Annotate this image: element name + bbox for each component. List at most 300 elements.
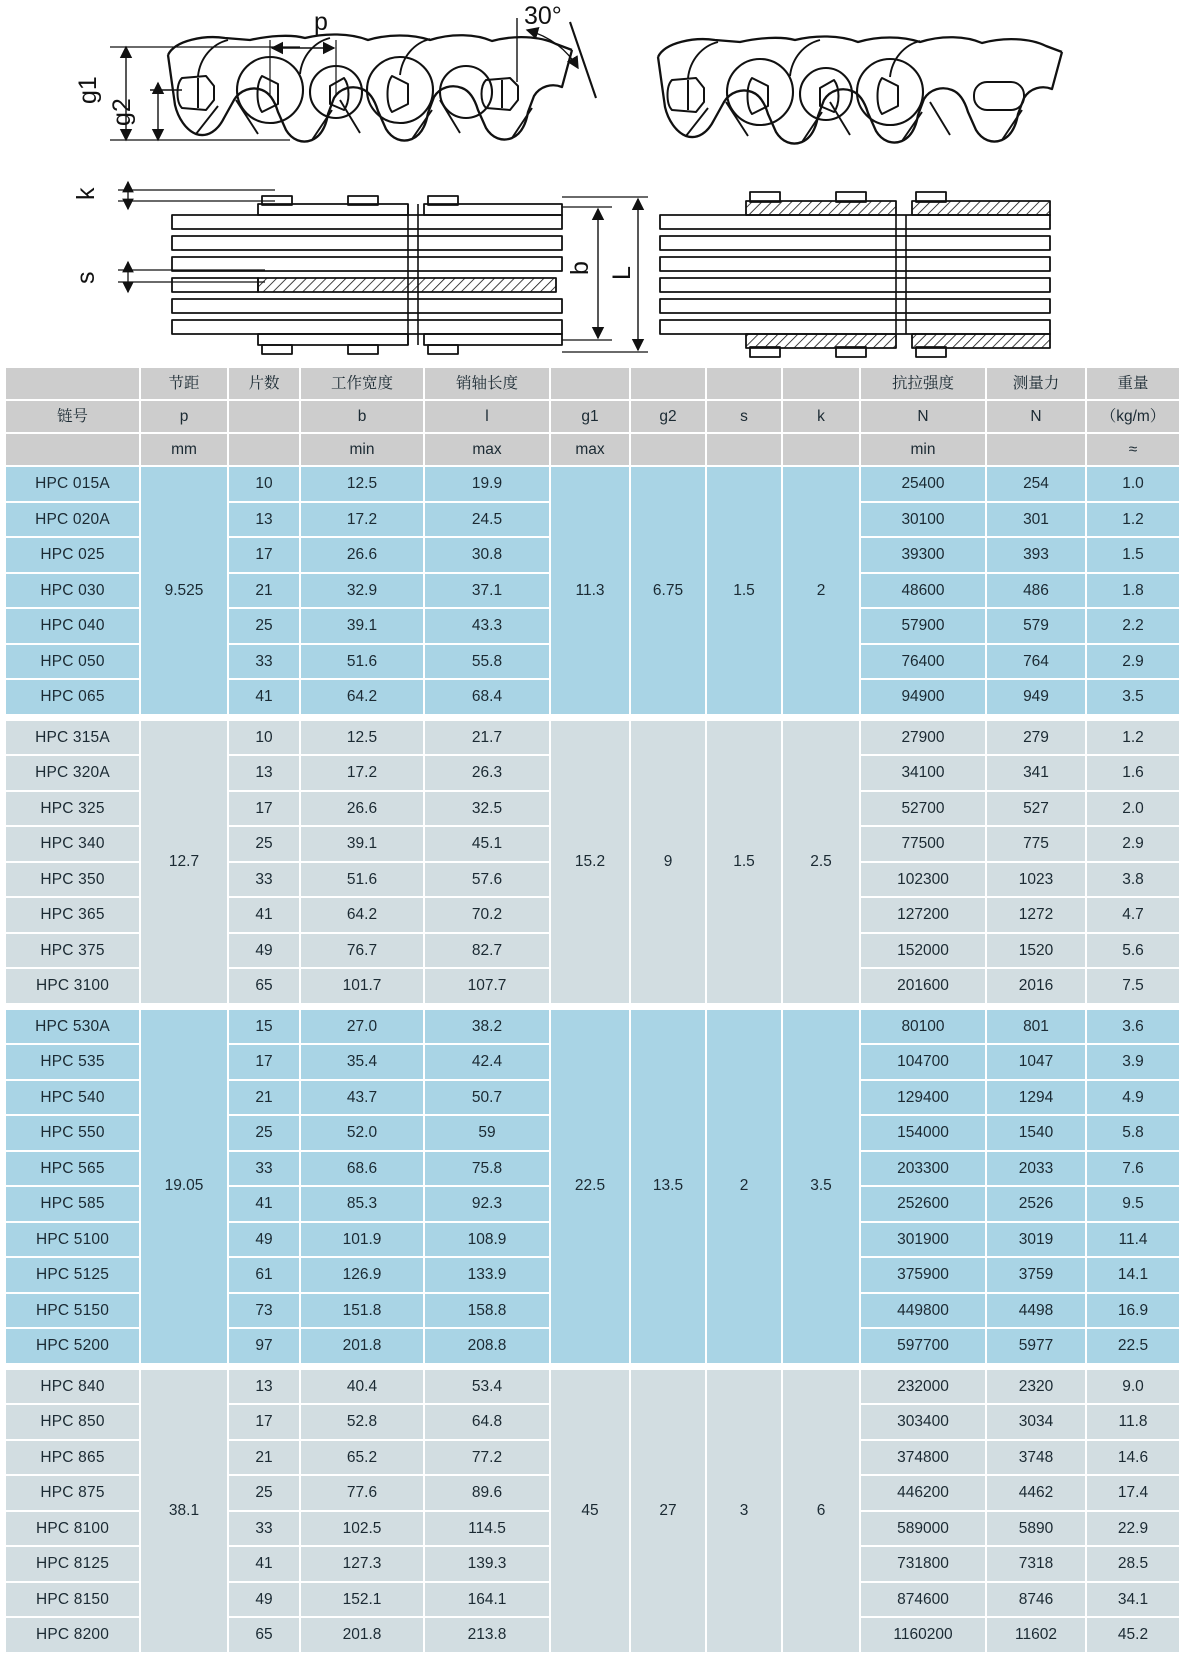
cell-weight: 4.9 [1087, 1081, 1179, 1115]
cell-N: 374800 [861, 1441, 985, 1475]
cell-b: 26.6 [301, 792, 423, 826]
cell-b: 76.7 [301, 934, 423, 968]
cell-N: 152000 [861, 934, 985, 968]
cell-force: 5890 [987, 1512, 1085, 1546]
cell-weight: 2.9 [1087, 827, 1179, 861]
cell-s-shared: 1.5 [707, 467, 781, 714]
cell-N: 30100 [861, 503, 985, 537]
hdr-working-width-cn: 工作宽度 [301, 368, 423, 399]
cell-pieces: 17 [229, 1405, 299, 1439]
cell-force: 8746 [987, 1583, 1085, 1617]
cell-b: 17.2 [301, 756, 423, 790]
cell-weight: 1.8 [1087, 574, 1179, 608]
cell-l: 43.3 [425, 609, 549, 643]
cell-name: HPC 015A [6, 467, 139, 501]
cell-weight: 1.6 [1087, 756, 1179, 790]
cell-weight: 3.9 [1087, 1045, 1179, 1079]
cell-N: 232000 [861, 1370, 985, 1404]
cell-name: HPC 5200 [6, 1329, 139, 1363]
cell-b: 101.9 [301, 1223, 423, 1257]
cell-g2-shared: 27 [631, 1370, 705, 1652]
hdr-unit-mm: mm [141, 434, 227, 465]
hdr-unit-blank-k [783, 434, 859, 465]
hdr-unit-blank-force [987, 434, 1085, 465]
cell-b: 51.6 [301, 863, 423, 897]
cell-b: 26.6 [301, 538, 423, 572]
cell-weight: 16.9 [1087, 1294, 1179, 1328]
chain-side-view-right [658, 36, 1062, 143]
hdr-unit-blank-s [707, 434, 781, 465]
cell-name: HPC 020A [6, 503, 139, 537]
cell-N: 76400 [861, 645, 985, 679]
hdr-sym-g1: g1 [551, 401, 629, 432]
cell-weight: 5.8 [1087, 1116, 1179, 1150]
cell-b: 85.3 [301, 1187, 423, 1221]
cell-l: 158.8 [425, 1294, 549, 1328]
cell-N: 52700 [861, 792, 985, 826]
cell-l: 64.8 [425, 1405, 549, 1439]
cell-l: 19.9 [425, 467, 549, 501]
cell-force: 393 [987, 538, 1085, 572]
cell-force: 5977 [987, 1329, 1085, 1363]
cell-N: 446200 [861, 1476, 985, 1510]
cell-weight: 2.0 [1087, 792, 1179, 826]
chain-side-view-left [110, 18, 596, 142]
cell-s-shared: 1.5 [707, 721, 781, 1003]
cell-weight: 9.5 [1087, 1187, 1179, 1221]
cell-pieces: 15 [229, 1010, 299, 1044]
cell-name: HPC 530A [6, 1010, 139, 1044]
chain-diagrams-svg [0, 0, 1183, 362]
cell-l: 21.7 [425, 721, 549, 755]
cell-l: 42.4 [425, 1045, 549, 1079]
cell-name: HPC 8150 [6, 1583, 139, 1617]
hdr-unit-blank-pieces [229, 434, 299, 465]
cell-l: 89.6 [425, 1476, 549, 1510]
cell-l: 208.8 [425, 1329, 549, 1363]
cell-N: 77500 [861, 827, 985, 861]
hdr-unit-blank-g2 [631, 434, 705, 465]
cell-name: HPC 320A [6, 756, 139, 790]
cell-b: 127.3 [301, 1547, 423, 1581]
cell-g1-shared: 45 [551, 1370, 629, 1652]
hdr-sym-k: k [783, 401, 859, 432]
cell-weight: 11.4 [1087, 1223, 1179, 1257]
cell-N: 449800 [861, 1294, 985, 1328]
cell-weight: 28.5 [1087, 1547, 1179, 1581]
hdr-pitch-cn: 节距 [141, 368, 227, 399]
cell-pieces: 10 [229, 721, 299, 755]
cell-force: 1540 [987, 1116, 1085, 1150]
cell-name: HPC 5150 [6, 1294, 139, 1328]
cell-N: 25400 [861, 467, 985, 501]
cell-pieces: 21 [229, 574, 299, 608]
cell-b: 151.8 [301, 1294, 423, 1328]
cell-N: 102300 [861, 863, 985, 897]
cell-b: 52.8 [301, 1405, 423, 1439]
hdr-blank-k [783, 368, 859, 399]
cell-N: 80100 [861, 1010, 985, 1044]
cell-N: 201600 [861, 969, 985, 1003]
cell-weight: 14.1 [1087, 1258, 1179, 1292]
cell-pieces: 25 [229, 827, 299, 861]
cell-b: 52.0 [301, 1116, 423, 1150]
cell-l: 108.9 [425, 1223, 549, 1257]
cell-pieces: 25 [229, 1116, 299, 1150]
cell-l: 45.1 [425, 827, 549, 861]
cell-weight: 1.5 [1087, 538, 1179, 572]
hdr-pin-length-cn: 销轴长度 [425, 368, 549, 399]
cell-b: 65.2 [301, 1441, 423, 1475]
cell-force: 3748 [987, 1441, 1085, 1475]
cell-pieces: 41 [229, 898, 299, 932]
cell-force: 527 [987, 792, 1085, 826]
cell-pieces: 49 [229, 934, 299, 968]
cell-weight: 5.6 [1087, 934, 1179, 968]
cell-k-shared: 2 [783, 467, 859, 714]
cell-b: 12.5 [301, 467, 423, 501]
cell-s-shared: 2 [707, 1010, 781, 1363]
cell-l: 53.4 [425, 1370, 549, 1404]
cell-force: 7318 [987, 1547, 1085, 1581]
cell-weight: 34.1 [1087, 1583, 1179, 1617]
cell-k-shared: 3.5 [783, 1010, 859, 1363]
cell-name: HPC 050 [6, 645, 139, 679]
cell-b: 152.1 [301, 1583, 423, 1617]
cell-p-shared: 38.1 [141, 1370, 227, 1652]
cell-b: 77.6 [301, 1476, 423, 1510]
cell-force: 949 [987, 680, 1085, 714]
cell-b: 51.6 [301, 645, 423, 679]
cell-force: 2320 [987, 1370, 1085, 1404]
cell-p-shared: 9.525 [141, 467, 227, 714]
dim-label-s: s [72, 271, 100, 284]
cell-l: 107.7 [425, 969, 549, 1003]
cell-name: HPC 5125 [6, 1258, 139, 1292]
hdr-sym-n-force: N [987, 401, 1085, 432]
cell-N: 203300 [861, 1152, 985, 1186]
cell-N: 48600 [861, 574, 985, 608]
cell-N: 252600 [861, 1187, 985, 1221]
hdr-blank-g1 [551, 368, 629, 399]
cell-name: HPC 365 [6, 898, 139, 932]
cell-name: HPC 025 [6, 538, 139, 572]
cell-pieces: 41 [229, 1547, 299, 1581]
cell-force: 254 [987, 467, 1085, 501]
cell-pieces: 61 [229, 1258, 299, 1292]
cell-b: 64.2 [301, 898, 423, 932]
cell-name: HPC 540 [6, 1081, 139, 1115]
cell-name: HPC 8200 [6, 1618, 139, 1652]
cell-weight: 7.5 [1087, 969, 1179, 1003]
hdr-unit-g1-max: max [551, 434, 629, 465]
cell-l: 82.7 [425, 934, 549, 968]
cell-force: 1294 [987, 1081, 1085, 1115]
cell-l: 75.8 [425, 1152, 549, 1186]
cell-weight: 2.9 [1087, 645, 1179, 679]
cell-b: 39.1 [301, 827, 423, 861]
cell-weight: 45.2 [1087, 1618, 1179, 1652]
cell-name: HPC 550 [6, 1116, 139, 1150]
cell-weight: 17.4 [1087, 1476, 1179, 1510]
header-row-category [6, 368, 1179, 399]
cell-N: 129400 [861, 1081, 985, 1115]
cell-name: HPC 565 [6, 1152, 139, 1186]
cell-weight: 7.6 [1087, 1152, 1179, 1186]
cell-force: 1520 [987, 934, 1085, 968]
hdr-sym-s: s [707, 401, 781, 432]
group-spacer-cell [6, 716, 1179, 719]
cell-pieces: 25 [229, 609, 299, 643]
group-spacer-cell [6, 1365, 1179, 1368]
cell-force: 4462 [987, 1476, 1085, 1510]
cell-l: 50.7 [425, 1081, 549, 1115]
hdr-unit-b-min: min [301, 434, 423, 465]
cell-name: HPC 535 [6, 1045, 139, 1079]
cell-N: 731800 [861, 1547, 985, 1581]
cell-N: 127200 [861, 898, 985, 932]
cell-b: 126.9 [301, 1258, 423, 1292]
cell-p-shared: 12.7 [141, 721, 227, 1003]
cell-force: 775 [987, 827, 1085, 861]
cell-force: 2033 [987, 1152, 1085, 1186]
cell-l: 77.2 [425, 1441, 549, 1475]
cell-pieces: 21 [229, 1441, 299, 1475]
cell-N: 94900 [861, 680, 985, 714]
cell-b: 201.8 [301, 1618, 423, 1652]
cell-l: 59 [425, 1116, 549, 1150]
cell-weight: 3.6 [1087, 1010, 1179, 1044]
cell-force: 486 [987, 574, 1085, 608]
cell-b: 64.2 [301, 680, 423, 714]
hdr-sym-b: b [301, 401, 423, 432]
cell-pieces: 73 [229, 1294, 299, 1328]
cell-pieces: 97 [229, 1329, 299, 1363]
cell-name: HPC 850 [6, 1405, 139, 1439]
hdr-sym-l: l [425, 401, 549, 432]
cell-force: 1272 [987, 898, 1085, 932]
cell-b: 201.8 [301, 1329, 423, 1363]
group-spacer-cell [6, 1005, 1179, 1008]
cell-name: HPC 8125 [6, 1547, 139, 1581]
cell-b: 68.6 [301, 1152, 423, 1186]
cell-l: 32.5 [425, 792, 549, 826]
chain-specification-table [4, 366, 1181, 1654]
cell-N: 375900 [861, 1258, 985, 1292]
cell-force: 11602 [987, 1618, 1085, 1652]
cell-name: HPC 340 [6, 827, 139, 861]
table-row [6, 1010, 1179, 1044]
group-spacer [6, 1005, 1179, 1008]
cell-g2-shared: 13.5 [631, 1010, 705, 1363]
hdr-unit-l-max: max [425, 434, 549, 465]
cell-N: 301900 [861, 1223, 985, 1257]
cell-weight: 2.2 [1087, 609, 1179, 643]
hdr-blank-s [707, 368, 781, 399]
table-group-group-1 [6, 467, 1179, 714]
cell-pieces: 13 [229, 503, 299, 537]
cell-pieces: 13 [229, 1370, 299, 1404]
cell-g1-shared: 15.2 [551, 721, 629, 1003]
table-group-group-2 [6, 721, 1179, 1003]
cell-pieces: 33 [229, 645, 299, 679]
cell-name: HPC 350 [6, 863, 139, 897]
cell-name: HPC 8100 [6, 1512, 139, 1546]
chain-top-view-right [660, 192, 1050, 357]
cell-force: 3034 [987, 1405, 1085, 1439]
cell-pieces: 33 [229, 1512, 299, 1546]
cell-N: 154000 [861, 1116, 985, 1150]
cell-pieces: 49 [229, 1583, 299, 1617]
cell-s-shared: 3 [707, 1370, 781, 1652]
cell-pieces: 41 [229, 1187, 299, 1221]
cell-weight: 1.2 [1087, 721, 1179, 755]
cell-N: 597700 [861, 1329, 985, 1363]
table-row [6, 1370, 1179, 1404]
cell-l: 37.1 [425, 574, 549, 608]
cell-g1-shared: 22.5 [551, 1010, 629, 1363]
cell-g2-shared: 6.75 [631, 467, 705, 714]
cell-l: 24.5 [425, 503, 549, 537]
cell-name: HPC 3100 [6, 969, 139, 1003]
cell-force: 1047 [987, 1045, 1085, 1079]
cell-N: 303400 [861, 1405, 985, 1439]
table-row [6, 467, 1179, 501]
cell-pieces: 49 [229, 1223, 299, 1257]
table-group-group-3 [6, 1010, 1179, 1363]
cell-pieces: 10 [229, 467, 299, 501]
cell-pieces: 65 [229, 1618, 299, 1652]
dim-label-b: b [566, 261, 594, 275]
dim-label-k: k [72, 187, 100, 200]
cell-force: 2526 [987, 1187, 1085, 1221]
cell-force: 579 [987, 609, 1085, 643]
cell-pieces: 41 [229, 680, 299, 714]
cell-N: 589000 [861, 1512, 985, 1546]
cell-name: HPC 375 [6, 934, 139, 968]
cell-N: 34100 [861, 756, 985, 790]
cell-name: HPC 840 [6, 1370, 139, 1404]
cell-k-shared: 2.5 [783, 721, 859, 1003]
cell-pieces: 21 [229, 1081, 299, 1115]
cell-weight: 22.5 [1087, 1329, 1179, 1363]
cell-name: HPC 865 [6, 1441, 139, 1475]
cell-force: 301 [987, 503, 1085, 537]
cell-name: HPC 875 [6, 1476, 139, 1510]
cell-pieces: 33 [229, 1152, 299, 1186]
cell-p-shared: 19.05 [141, 1010, 227, 1363]
cell-pieces: 25 [229, 1476, 299, 1510]
hdr-weight-cn: 重量 [1087, 368, 1179, 399]
cell-name: HPC 315A [6, 721, 139, 755]
hdr-pieces-cn: 片数 [229, 368, 299, 399]
technical-diagram-area [0, 0, 1183, 362]
cell-b: 17.2 [301, 503, 423, 537]
cell-N: 874600 [861, 1583, 985, 1617]
hdr-sym-pieces [229, 401, 299, 432]
cell-N: 27900 [861, 721, 985, 755]
cell-force: 3759 [987, 1258, 1085, 1292]
cell-weight: 1.2 [1087, 503, 1179, 537]
cell-force: 801 [987, 1010, 1085, 1044]
table-header [6, 368, 1179, 465]
cell-N: 104700 [861, 1045, 985, 1079]
cell-weight: 22.9 [1087, 1512, 1179, 1546]
cell-force: 764 [987, 645, 1085, 679]
hdr-sym-p: p [141, 401, 227, 432]
hdr-chain-no: 链号 [6, 401, 139, 432]
cell-name: HPC 040 [6, 609, 139, 643]
cell-b: 43.7 [301, 1081, 423, 1115]
cell-force: 279 [987, 721, 1085, 755]
cell-pieces: 17 [229, 538, 299, 572]
cell-b: 101.7 [301, 969, 423, 1003]
cell-b: 35.4 [301, 1045, 423, 1079]
cell-weight: 14.6 [1087, 1441, 1179, 1475]
cell-weight: 3.5 [1087, 680, 1179, 714]
cell-b: 12.5 [301, 721, 423, 755]
header-row-unit [6, 434, 1179, 465]
cell-N: 1160200 [861, 1618, 985, 1652]
cell-force: 4498 [987, 1294, 1085, 1328]
hdr-sym-kgm: （kg/m） [1087, 401, 1179, 432]
cell-b: 32.9 [301, 574, 423, 608]
hdr-sym-g2: g2 [631, 401, 705, 432]
cell-l: 133.9 [425, 1258, 549, 1292]
cell-b: 27.0 [301, 1010, 423, 1044]
cell-l: 92.3 [425, 1187, 549, 1221]
cell-l: 114.5 [425, 1512, 549, 1546]
hdr-blank-1 [6, 368, 139, 399]
hdr-sym-n-tensile: N [861, 401, 985, 432]
dim-label-g1: g1 [74, 76, 102, 104]
cell-pieces: 17 [229, 1045, 299, 1079]
dim-label-L: L [608, 266, 636, 280]
cell-name: HPC 585 [6, 1187, 139, 1221]
cell-weight: 4.7 [1087, 898, 1179, 932]
cell-b: 102.5 [301, 1512, 423, 1546]
cell-g1-shared: 11.3 [551, 467, 629, 714]
hdr-unit-blank-1 [6, 434, 139, 465]
cell-name: HPC 030 [6, 574, 139, 608]
cell-force: 341 [987, 756, 1085, 790]
hdr-tensile-strength-cn: 抗拉强度 [861, 368, 985, 399]
cell-l: 55.8 [425, 645, 549, 679]
cell-weight: 3.8 [1087, 863, 1179, 897]
cell-name: HPC 325 [6, 792, 139, 826]
cell-l: 38.2 [425, 1010, 549, 1044]
cell-l: 139.3 [425, 1547, 549, 1581]
hdr-measuring-force-cn: 测量力 [987, 368, 1085, 399]
cell-force: 3019 [987, 1223, 1085, 1257]
table-group-group-4 [6, 1370, 1179, 1652]
cell-pieces: 13 [229, 756, 299, 790]
cell-name: HPC 065 [6, 680, 139, 714]
cell-k-shared: 6 [783, 1370, 859, 1652]
cell-l: 26.3 [425, 756, 549, 790]
cell-force: 2016 [987, 969, 1085, 1003]
cell-pieces: 33 [229, 863, 299, 897]
cell-weight: 9.0 [1087, 1370, 1179, 1404]
cell-pieces: 17 [229, 792, 299, 826]
hdr-blank-g2 [631, 368, 705, 399]
cell-l: 68.4 [425, 680, 549, 714]
cell-l: 70.2 [425, 898, 549, 932]
cell-b: 39.1 [301, 609, 423, 643]
group-spacer [6, 716, 1179, 719]
cell-N: 57900 [861, 609, 985, 643]
header-row-symbol [6, 401, 1179, 432]
